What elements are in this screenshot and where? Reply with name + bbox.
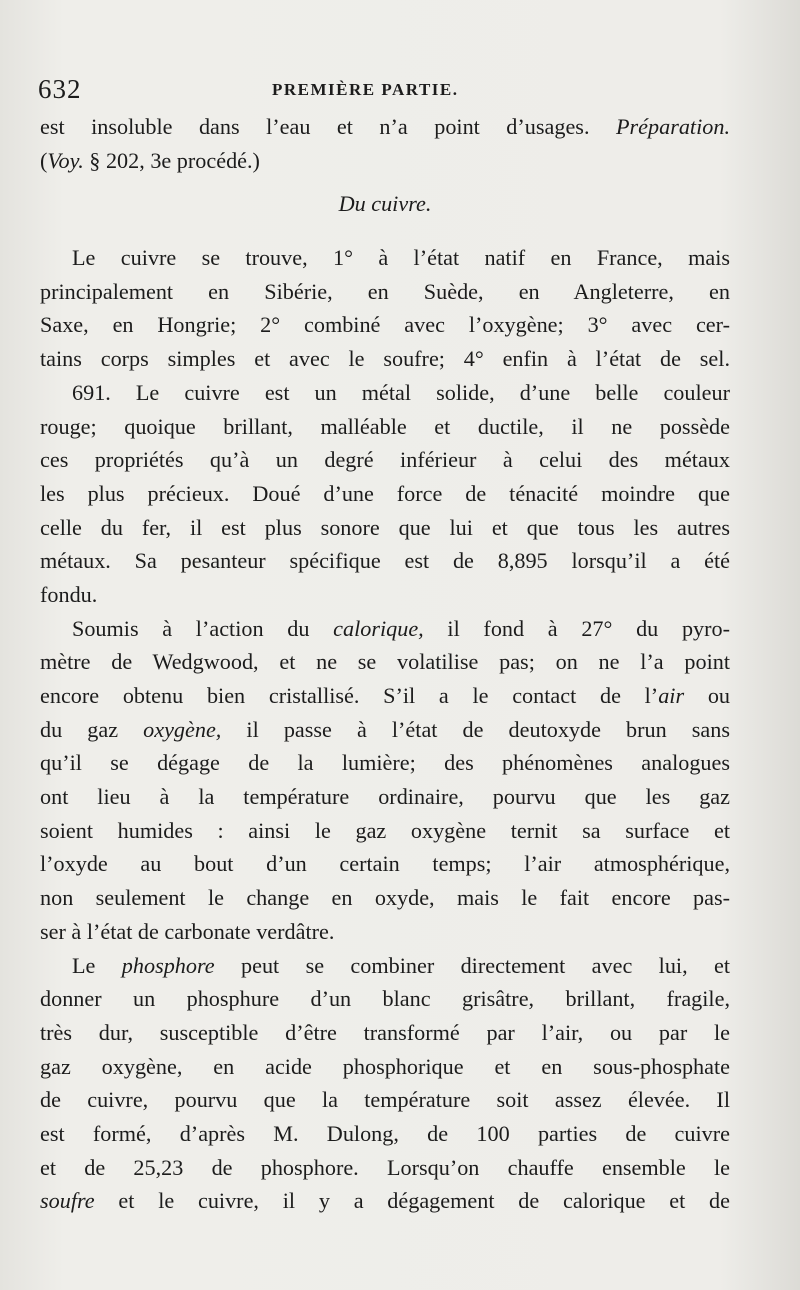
text-line: ont lieu à la température ordinaire, pourvu que les gaz (40, 784, 730, 810)
text-line: gaz oxygène, en acide phosphorique et en sous-phosphate (40, 1053, 730, 1079)
text-line: donner un phosphure d’un blanc grisâtre, brillant, fragile, (40, 986, 730, 1012)
text-line: soufre et le cuivre, il y a dégagement de calorique et de (40, 1188, 730, 1214)
running-title: PREMIÈRE PARTIE. (272, 80, 459, 99)
text-line: très dur, susceptible d’être transformé par l’air, ou par le (40, 1019, 730, 1045)
intro-line-2: (Voy. § 202, 3e procédé.) (40, 147, 260, 173)
text-line: l’oxyde au bout d’un certain temps; l’air atmosphérique, (40, 851, 730, 877)
text-line: qu’il se dégage de la lumière; des phénomènes analogues (40, 750, 730, 776)
text-line: fondu. (40, 581, 98, 607)
text-line: 691. Le cuivre est un métal solide, d’une belle couleur (72, 379, 730, 405)
page-number: 632 (38, 74, 82, 104)
text-line: celle du fer, il est plus sonore que lui et que tous les autres (40, 514, 730, 540)
paragraph-2 (40, 376, 730, 612)
text-line: et de 25,23 de phosphore. Lorsqu’on chauffe ensemble le (40, 1154, 730, 1180)
paragraph-1 (40, 241, 730, 376)
paragraph-4 (40, 949, 730, 1219)
paragraph-3 (40, 612, 730, 949)
text-line: mètre de Wedgwood, et ne se volatilise pas; on ne l’a point (40, 649, 730, 675)
text-line: ces propriétés qu’à un degré inférieur à celui des métaux (40, 447, 730, 473)
page-header (38, 74, 728, 110)
text-line: tains corps simples et avec le soufre; 4° enfin à l’état de sel. (40, 346, 730, 372)
text-line: Saxe, en Hongrie; 2° combiné avec l’oxygène; 3° avec cer- (40, 312, 730, 338)
text-line: Le phosphore peut se combiner directement avec lui, et (72, 952, 731, 978)
text-line: principalement en Sibérie, en Suède, en Angleterre, en (40, 278, 730, 304)
text-line: du gaz oxygène, il passe à l’état de deutoxyde brun sans (40, 716, 730, 742)
section-title: Du cuivre. (338, 191, 432, 217)
text-line: ser à l’état de carbonate verdâtre. (40, 918, 335, 944)
text-line: encore obtenu bien cristallisé. S’il a le contact de l’air ou (40, 683, 731, 708)
text-line: Soumis à l’action du calorique, il fond à 27° du pyro- (72, 615, 731, 641)
text-line: Le cuivre se trouve, 1° à l’état natif en France, mais (72, 245, 730, 271)
text-line: métaux. Sa pesanteur spécifique est de 8,895 lorsqu’il a été (40, 548, 730, 574)
text-line: de cuivre, pourvu que la température soit assez élevée. Il (40, 1087, 730, 1113)
text-line: est formé, d’après M. Dulong, de 100 parties de cuivre (40, 1120, 730, 1146)
page-text (40, 110, 730, 1218)
text-line: rouge; quoique brillant, malléable et ductile, il ne possède (40, 413, 730, 439)
text-line: soient humides : ainsi le gaz oxygène ternit sa surface et (40, 817, 730, 843)
intro-line-1: est insoluble dans l’eau et n’a point d’usages. Préparation. (40, 114, 730, 139)
text-line: les plus précieux. Doué d’une force de ténacité moindre que (40, 480, 730, 506)
text-line: non seulement le change en oxyde, mais le fait encore pas- (40, 885, 730, 911)
